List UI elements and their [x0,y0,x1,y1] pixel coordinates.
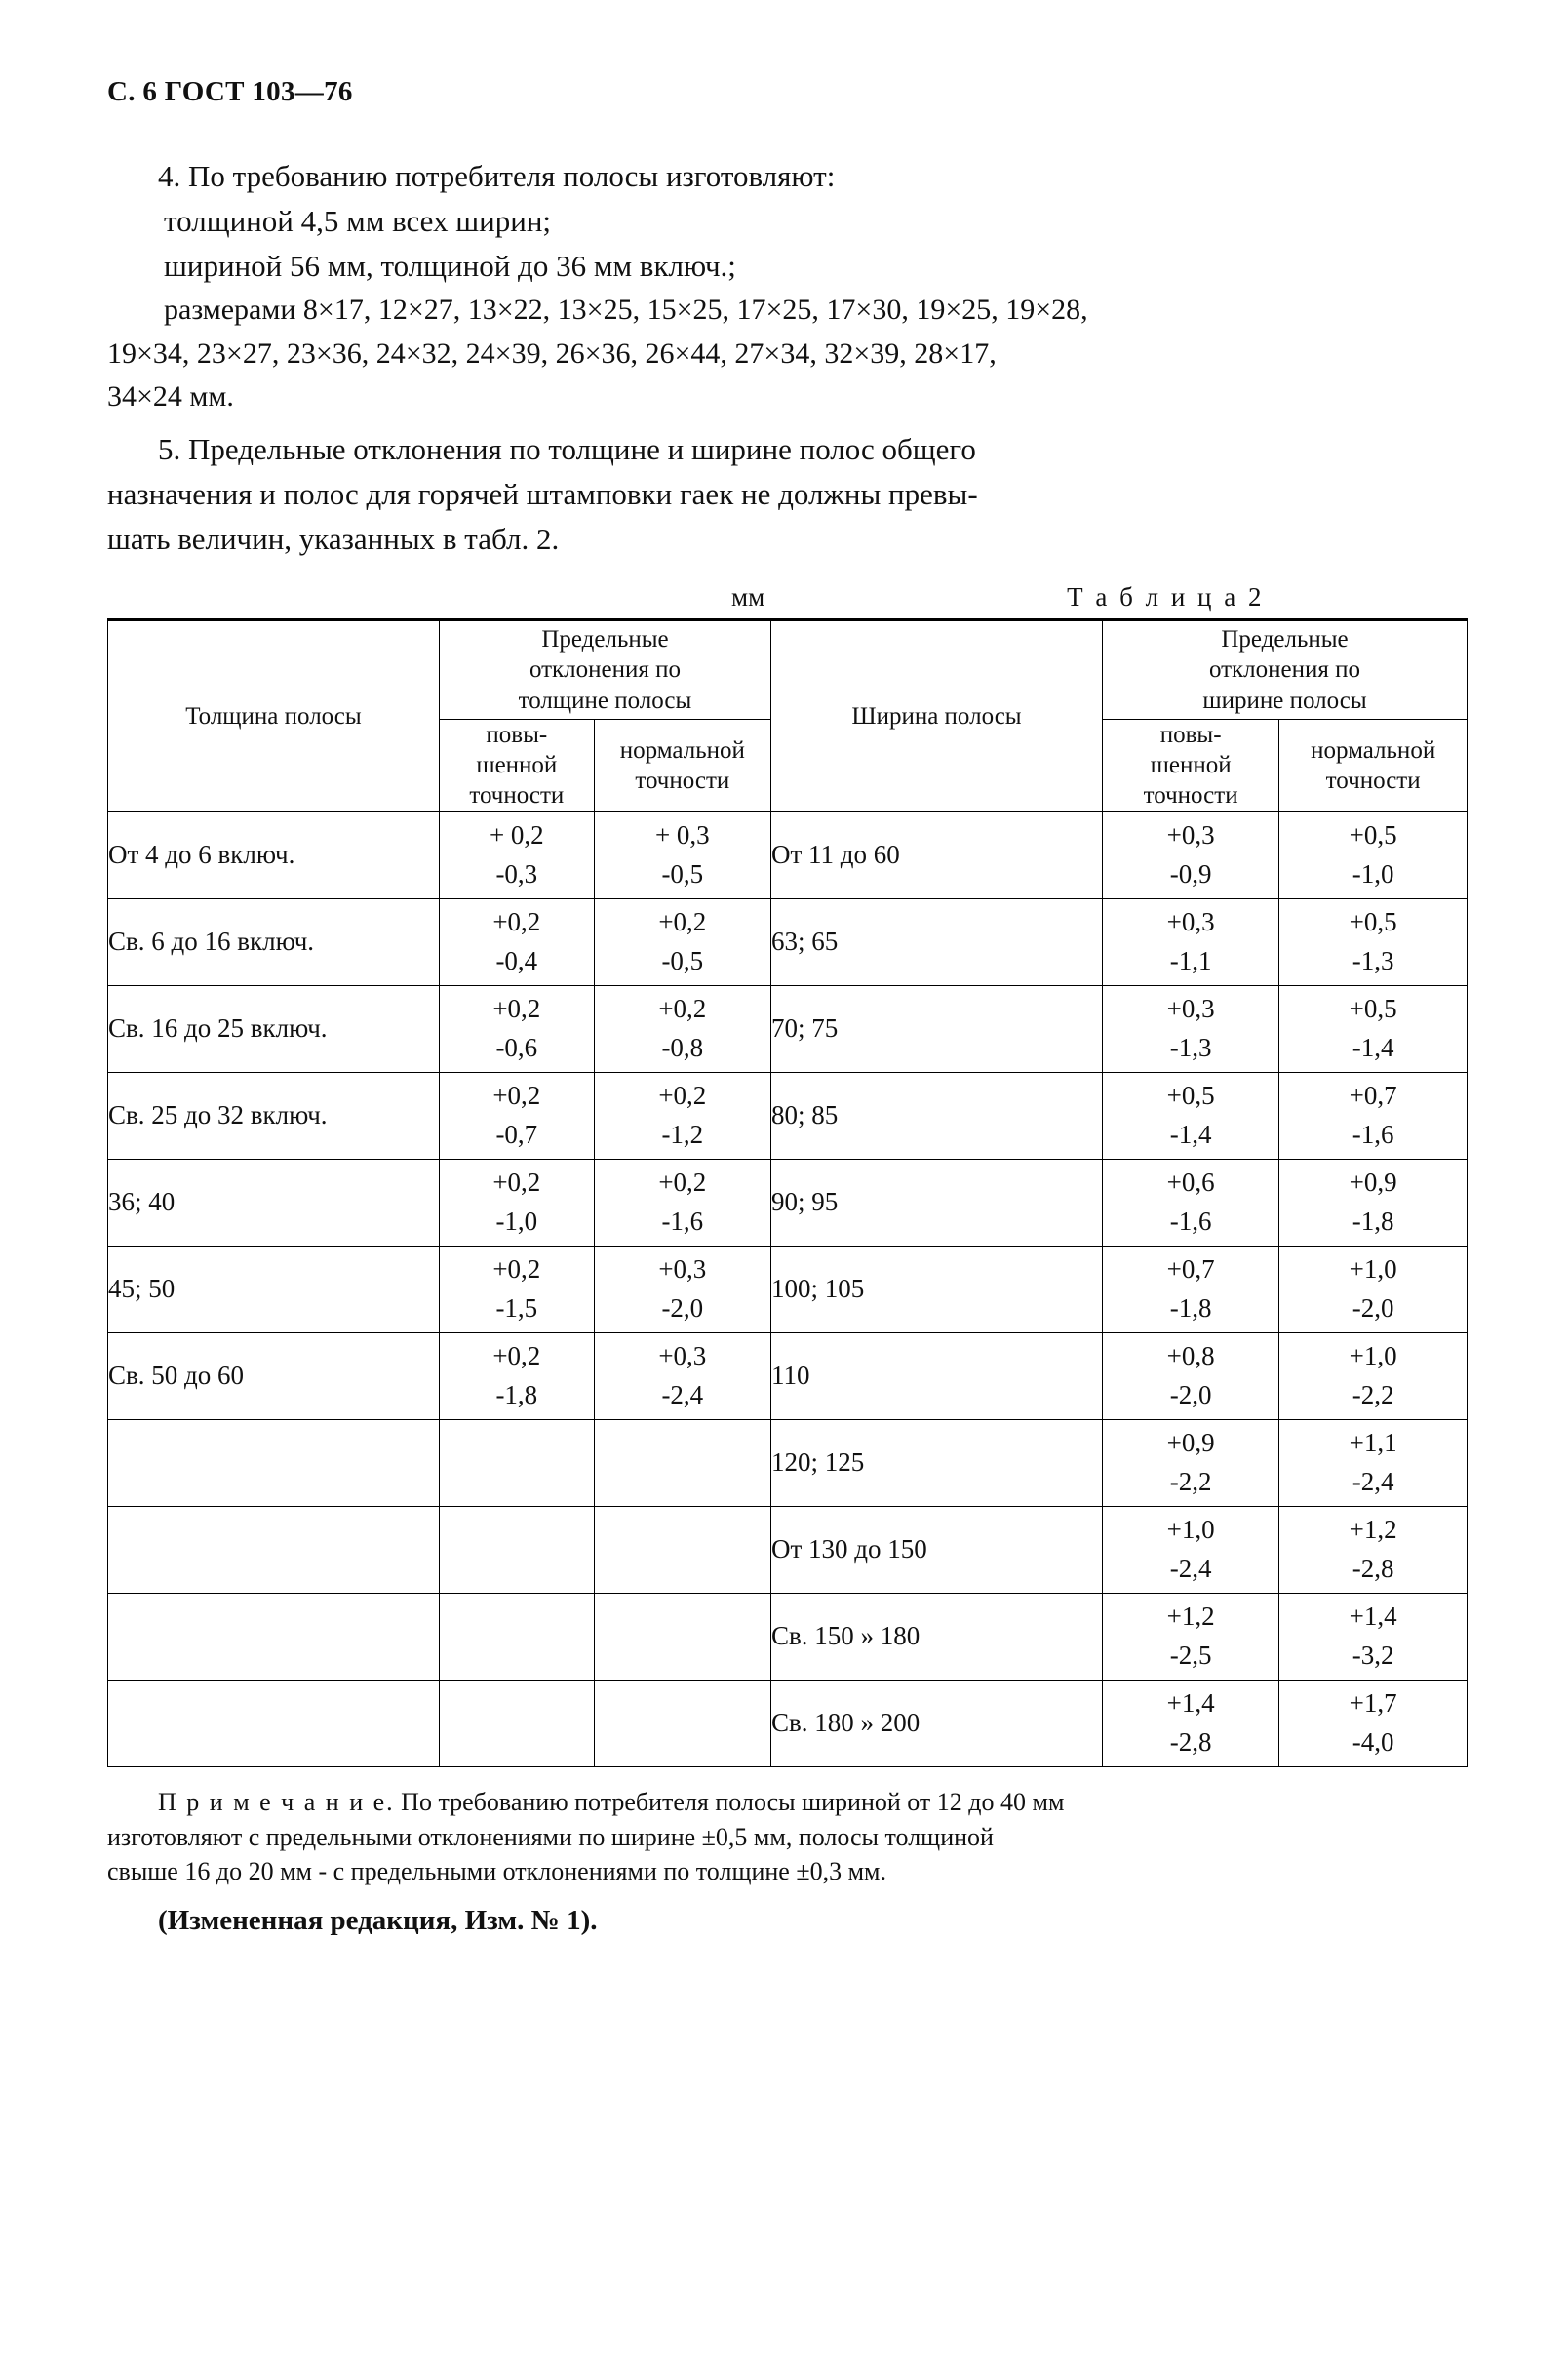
value-plus: +1,0 [1166,1515,1215,1545]
cell-th-high [439,1159,594,1246]
th-thickness-high-precision [439,719,594,811]
th-dev-thickness-l3: толщине полосы [518,687,692,714]
value-minus: -2,4 [1169,1553,1212,1583]
value-minus: -2,5 [1169,1640,1212,1670]
table-note [107,1785,1472,1890]
value-plus: +0,3 [658,1254,707,1285]
th-dev-width [1102,619,1467,719]
th-thickness-label: Толщина полосы [185,702,362,730]
table-unit: мм [731,581,765,612]
value-plus: + 0,3 [654,820,710,851]
value-minus: -4,0 [1352,1726,1394,1757]
value-plus: +1,2 [1166,1602,1215,1632]
value-plus: +0,2 [658,994,707,1024]
value-minus: -0,8 [661,1032,704,1062]
cell-th-high [439,1419,594,1506]
cell-w-normal [1279,1593,1468,1680]
cell-th-high [439,985,594,1072]
value-minus: -2,2 [1352,1379,1394,1409]
clause-5-line-2: назначения и полос для горячей штамповки гаек не должны превы- [107,476,978,511]
value-minus: -2,0 [661,1292,704,1323]
cell-thickness: Св. 16 до 25 включ. [108,985,440,1072]
cell-th-high [439,1246,594,1332]
cell-w-high [1102,811,1278,898]
cell-th-high [439,1332,594,1419]
value-minus: -2,4 [661,1379,704,1409]
value-plus: +1,7 [1349,1688,1397,1719]
value-plus: +0,3 [1166,907,1215,937]
value-plus: + 0,2 [489,820,544,851]
value-minus: -1,5 [495,1292,538,1323]
value-minus: -1,3 [1169,1032,1212,1062]
cell-width: 63; 65 [770,898,1102,985]
th-width [770,619,1102,811]
table-body [108,811,1468,1766]
th-high-l1: повы- [486,721,548,748]
cell-th-high [439,811,594,898]
value-plus: +0,2 [492,907,541,937]
table-row [108,1680,1468,1766]
table-row [108,1159,1468,1246]
cell-th-normal [594,1593,770,1680]
cell-th-high [439,898,594,985]
cell-w-high [1102,985,1278,1072]
clause-4-line-2: шириной 56 мм, толщиной до 36 мм включ.; [164,249,736,284]
cell-th-normal [594,1332,770,1419]
cell-width: 100; 105 [770,1246,1102,1332]
value-plus: +0,2 [492,1254,541,1285]
sizes-label: размерами [164,294,296,327]
cell-th-normal [594,1246,770,1332]
cell-thickness [108,1680,440,1766]
value-minus: -1,0 [495,1206,538,1236]
table-row [108,811,1468,898]
th-width-normal-l1: нормальной [1311,736,1436,764]
clause-5-line-1: 5. Предельные отклонения по толщине и ширине полос общего [158,431,976,466]
clause-5 [107,428,1472,561]
revision-note: (Измененная редакция, Изм. № 1). [158,1905,598,1937]
cell-w-normal [1279,1506,1468,1593]
th-width-high-l1: повы- [1159,721,1222,748]
cell-w-high [1102,1332,1278,1419]
value-minus: -1,8 [495,1379,538,1409]
clause-4-line-1: толщиной 4,5 мм всех ширин; [164,204,552,239]
table-head-row-1 [108,619,1468,719]
table-row [108,1593,1468,1680]
value-minus: -0,6 [495,1032,538,1062]
value-minus: -1,3 [1352,945,1394,975]
cell-th-high [439,1072,594,1159]
note-line-3: свыше 16 до 20 мм - с предельными отклонениями по толщине ±0,3 мм. [107,1857,887,1886]
value-minus: -1,8 [1169,1292,1212,1323]
th-dev-thickness-l2: отклонения по [529,656,682,684]
th-high-l3: точности [469,782,565,810]
cell-th-normal [594,1680,770,1766]
cell-width: Св. 150 » 180 [770,1593,1102,1680]
value-minus: -0,3 [495,858,538,889]
cell-w-high [1102,1419,1278,1506]
cell-th-normal [594,898,770,985]
value-plus: +1,1 [1349,1428,1397,1458]
th-thickness [108,619,440,811]
th-dev-width-l1: Предельные [1221,626,1349,653]
table-row [108,985,1468,1072]
cell-w-normal [1279,1332,1468,1419]
table-row [108,1332,1468,1419]
value-plus: +1,4 [1349,1602,1397,1632]
cell-th-normal [594,985,770,1072]
cell-w-normal [1279,898,1468,985]
value-minus: -1,2 [661,1119,704,1149]
value-plus: +0,2 [658,1168,707,1198]
th-width-high-precision [1102,719,1278,811]
cell-thickness: 45; 50 [108,1246,440,1332]
value-minus: -1,8 [1352,1206,1394,1236]
cell-thickness: Св. 50 до 60 [108,1332,440,1419]
cell-width: От 11 до 60 [770,811,1102,898]
note-line-1: По требованию потребителя полосы шириной от 12 до 40 мм [394,1787,1065,1816]
cell-w-normal [1279,1159,1468,1246]
value-minus: -1,4 [1352,1032,1394,1062]
value-plus: +0,5 [1349,820,1397,851]
cell-thickness: 36; 40 [108,1159,440,1246]
clause-4-title: 4. По требованию потребителя полосы изготовляют: [158,159,836,193]
th-high-l2: шенной [476,752,558,779]
value-plus: +0,3 [1166,820,1215,851]
value-minus: -0,4 [495,945,538,975]
table-label: Т а б л и ц а 2 [1067,581,1265,612]
value-plus: +0,5 [1349,994,1397,1024]
th-normal-l1: нормальной [619,736,745,764]
tolerances-table [107,618,1468,1767]
value-minus: -1,1 [1169,945,1212,975]
cell-w-normal [1279,1246,1468,1332]
value-plus: +0,9 [1166,1428,1215,1458]
value-minus: -2,8 [1169,1726,1212,1757]
table-row [108,1246,1468,1332]
th-dev-thickness [439,619,770,719]
cell-thickness [108,1419,440,1506]
value-minus: -2,0 [1352,1292,1394,1323]
th-width-label: Ширина полосы [851,702,1022,730]
th-normal-l2: точности [635,767,730,794]
value-minus: -2,2 [1169,1466,1212,1496]
value-minus: -2,0 [1169,1379,1212,1409]
value-plus: +0,2 [658,1081,707,1111]
value-plus: +0,2 [492,1081,541,1111]
th-width-normal-l2: точности [1325,767,1421,794]
clause-4-sizes-line-2: 19×34, 23×27, 23×36, 24×32, 24×39, 26×36, 26×44, 27×34, 32×39, 28×17, [107,336,997,370]
cell-th-normal [594,1506,770,1593]
value-minus: -1,6 [1169,1206,1212,1236]
cell-width: Св. 180 » 200 [770,1680,1102,1766]
th-dev-width-l3: ширине полосы [1202,687,1367,714]
page-content [107,76,1472,1937]
th-dev-thickness-l1: Предельные [541,626,669,653]
cell-width: 110 [770,1332,1102,1419]
cell-w-high [1102,1246,1278,1332]
cell-thickness: Св. 6 до 16 включ. [108,898,440,985]
cell-w-normal [1279,1419,1468,1506]
value-minus: -1,6 [661,1206,704,1236]
value-plus: +0,2 [492,1341,541,1371]
value-plus: +0,8 [1166,1341,1215,1371]
sizes-values-1: 8×17, 12×27, 13×22, 13×25, 15×25, 17×25, 17×30, 19×25, 19×28, [302,294,1088,327]
value-plus: +0,5 [1166,1081,1215,1111]
cell-th-high [439,1680,594,1766]
note-line-2: изготовляют с предельными отклонениями по ширине ±0,5 мм, полосы толщиной [107,1822,994,1851]
cell-thickness [108,1593,440,1680]
clause-4-sizes-line-1 [107,290,1472,332]
value-plus: +0,2 [492,994,541,1024]
value-minus: -2,4 [1352,1466,1394,1496]
cell-thickness: От 4 до 6 включ. [108,811,440,898]
cell-w-high [1102,1159,1278,1246]
value-plus: +0,5 [1349,907,1397,937]
value-plus: +0,3 [658,1341,707,1371]
value-plus: +0,9 [1349,1168,1397,1198]
th-width-normal-precision [1279,719,1468,811]
value-plus: +0,7 [1349,1081,1397,1111]
value-plus: +1,0 [1349,1341,1397,1371]
th-width-high-l2: шенной [1150,752,1232,779]
cell-th-normal [594,811,770,898]
value-plus: +0,2 [658,907,707,937]
value-minus: -3,2 [1352,1640,1394,1670]
value-plus: +1,4 [1166,1688,1215,1719]
cell-th-high [439,1506,594,1593]
cell-w-normal [1279,1072,1468,1159]
value-minus: -0,7 [495,1119,538,1149]
cell-th-normal [594,1419,770,1506]
value-plus: +1,0 [1349,1254,1397,1285]
value-minus: -1,6 [1352,1119,1394,1149]
clause-4-sizes-line-3: 34×24 мм. [107,380,234,414]
cell-width: 120; 125 [770,1419,1102,1506]
cell-th-normal [594,1072,770,1159]
th-dev-width-l2: отклонения по [1208,656,1361,684]
cell-width: 70; 75 [770,985,1102,1072]
cell-width: 80; 85 [770,1072,1102,1159]
th-width-high-l3: точности [1143,782,1238,810]
cell-th-high [439,1593,594,1680]
cell-width: От 130 до 150 [770,1506,1102,1593]
table-row [108,1072,1468,1159]
value-minus: -1,4 [1169,1119,1212,1149]
value-plus: +0,3 [1166,994,1215,1024]
value-plus: +0,7 [1166,1254,1215,1285]
cell-w-high [1102,1072,1278,1159]
table-row [108,898,1468,985]
value-plus: +0,6 [1166,1168,1215,1198]
value-minus: -2,8 [1352,1553,1394,1583]
cell-thickness [108,1506,440,1593]
clause-5-line-3: шать величин, указанных в табл. 2. [107,521,560,556]
th-thickness-normal-precision [594,719,770,811]
table-head [108,619,1468,811]
cell-width: 90; 95 [770,1159,1102,1246]
note-label: П р и м е ч а н и е. [158,1787,395,1816]
value-minus: -0,9 [1169,858,1212,889]
cell-w-high [1102,898,1278,985]
cell-w-high [1102,1593,1278,1680]
table-caption-row [107,582,1472,613]
table-row [108,1419,1468,1506]
value-minus: -0,5 [661,858,704,889]
cell-w-high [1102,1680,1278,1766]
value-minus: -0,5 [661,945,704,975]
page-number-header: С. 6 ГОСТ 103—76 [107,76,353,107]
clause-4 [107,155,1472,418]
cell-w-high [1102,1506,1278,1593]
value-minus: -1,0 [1352,858,1394,889]
cell-w-normal [1279,1680,1468,1766]
cell-w-normal [1279,811,1468,898]
cell-th-normal [594,1159,770,1246]
value-plus: +1,2 [1349,1515,1397,1545]
cell-thickness: Св. 25 до 32 включ. [108,1072,440,1159]
value-plus: +0,2 [492,1168,541,1198]
table-row [108,1506,1468,1593]
cell-w-normal [1279,985,1468,1072]
